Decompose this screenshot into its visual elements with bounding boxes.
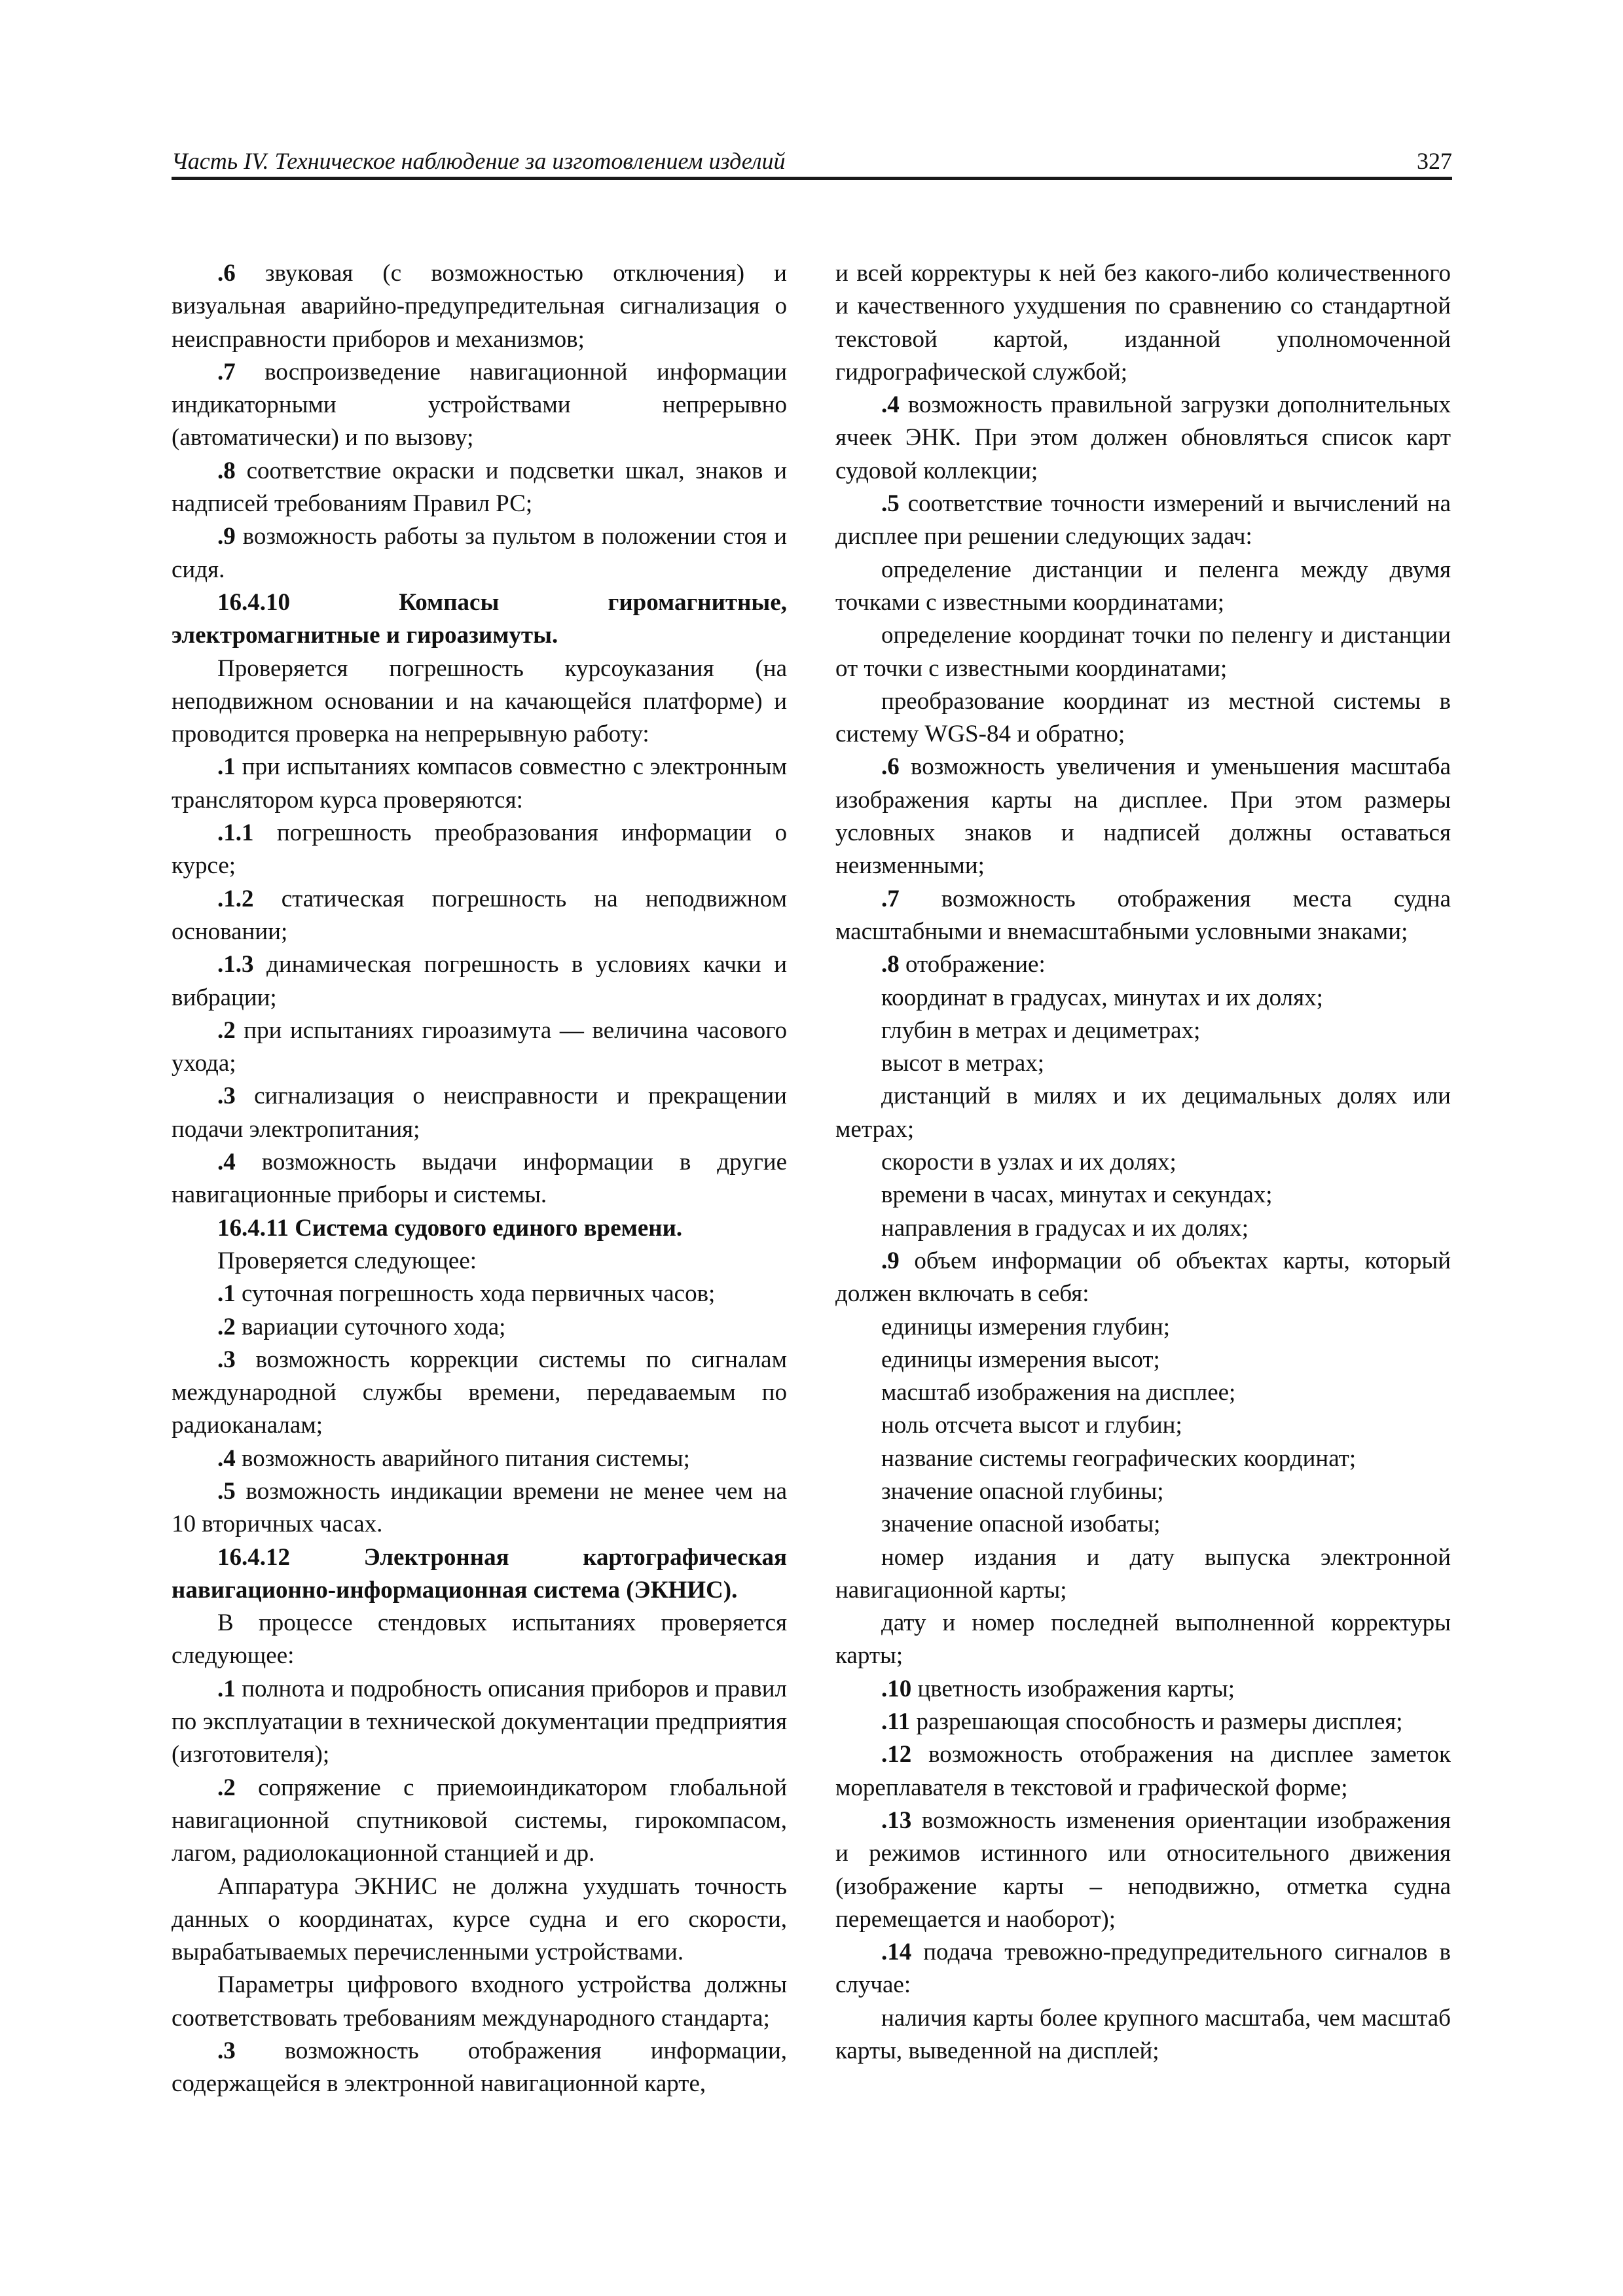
paragraph-text: возможность правильной загрузки дополнительных ячеек ЭНК. При этом должен обновляться список карт судовой коллекции; xyxy=(835,391,1451,484)
page-header xyxy=(172,145,1452,180)
item-number: .12 xyxy=(881,1741,912,1768)
paragraph xyxy=(172,751,787,817)
paragraph-text: возможность изменения ориентации изображения и режимов истинного или относительного движения (изображение карты – неподвижно, отметка судна перемещается и наоборот); xyxy=(835,1806,1451,1933)
item-number: .1 xyxy=(217,1675,236,1702)
paragraph xyxy=(835,1541,1451,1607)
paragraph-text: единицы измерения высот; xyxy=(881,1346,1160,1373)
paragraph xyxy=(172,1607,787,1673)
paragraph xyxy=(172,1212,787,1245)
paragraph-text: суточная погрешность хода первичных часов; xyxy=(235,1280,716,1308)
paragraph-text: единицы измерения глубин; xyxy=(881,1313,1171,1340)
item-number: .9 xyxy=(881,1247,900,1274)
paragraph-text: глубин в метрах и дециметрах; xyxy=(881,1016,1201,1044)
section-heading: 16.4.11 Система судового единого времени. xyxy=(217,1214,683,1242)
paragraph-text: объем информации об объектах карты, который должен включать в себя: xyxy=(835,1247,1451,1308)
paragraph-text: координат в градусах, минутах и их долях; xyxy=(881,984,1323,1011)
paragraph-text: возможность работы за пультом в положении стоя и сидя. xyxy=(172,523,787,583)
paragraph xyxy=(835,1179,1451,1211)
item-number: .11 xyxy=(881,1708,911,1736)
item-number: .1.2 xyxy=(217,885,254,912)
item-number: .2 xyxy=(217,1016,236,1044)
paragraph xyxy=(172,1673,787,1772)
paragraph-text: сопряжение с приемоиндикатором глобальной навигационной спутниковой системы, гирокомпасом, лагом, радиолокационной станцией и др. xyxy=(172,1774,787,1867)
paragraph xyxy=(172,883,787,949)
paragraph xyxy=(835,1508,1451,1541)
paragraph xyxy=(835,1080,1451,1146)
item-number: .10 xyxy=(881,1675,912,1702)
paragraph-text: определение дистанции и пеленга между двумя точками с известными координатами; xyxy=(835,556,1451,616)
item-number: .4 xyxy=(881,391,900,419)
item-number: .8 xyxy=(217,457,236,484)
paragraph-text: и всей корректуры к ней без какого-либо количественного и качественного ухудшения по сравнению со стандартной текстовой картой, изданной уполномоченной гидрографической службой; xyxy=(835,260,1451,386)
item-number: .4 xyxy=(217,1149,236,1176)
paragraph xyxy=(835,1212,1451,1245)
paragraph xyxy=(835,619,1451,685)
paragraph xyxy=(172,1080,787,1146)
paragraph-text: скорости в узлах и их долях; xyxy=(881,1149,1176,1176)
paragraph-text: значение опасной изобаты; xyxy=(881,1511,1161,1538)
running-title: Часть IV. Техническое наблюдение за изготовлением изделий xyxy=(172,148,786,174)
paragraph xyxy=(172,2035,787,2101)
paragraph xyxy=(172,1311,787,1344)
paragraph-text: времени в часах, минутах и секундах; xyxy=(881,1181,1273,1209)
paragraph-text: подача тревожно-предупредительного сигналов в случае: xyxy=(835,1939,1451,1999)
paragraph-text: возможность отображения на дисплее заметок мореплавателя в текстовой и графической форме; xyxy=(835,1741,1451,1801)
paragraph xyxy=(835,1047,1451,1080)
paragraph xyxy=(835,1936,1451,2002)
item-number: .5 xyxy=(881,490,900,518)
paragraph-text: возможность отображения места судна масштабными и внемасштабными условными знаками; xyxy=(835,885,1451,945)
paragraph-text: полнота и подробность описания приборов и правил по эксплуатации в технической документации предприятия (изготовителя); xyxy=(172,1675,787,1768)
section-heading: 16.4.12 Электронная картографическая навигационно-информационная система (ЭКНИС). xyxy=(172,1543,787,1604)
paragraph xyxy=(172,1278,787,1310)
paragraph xyxy=(172,948,787,1014)
item-number: .1.1 xyxy=(217,819,254,847)
paragraph xyxy=(172,586,787,653)
item-number: .3 xyxy=(217,2037,236,2065)
paragraph xyxy=(172,257,787,356)
paragraph xyxy=(835,685,1451,751)
paragraph-text: наличия карты более крупного масштаба, чем масштаб карты, выведенной на дисплей; xyxy=(835,2004,1451,2065)
paragraph xyxy=(172,1014,787,1081)
paragraph-text: возможность коррекции системы по сигналам международной службы времени, передаваемым по радиоканалам; xyxy=(172,1346,787,1439)
paragraph xyxy=(172,1969,787,2035)
paragraph xyxy=(835,1475,1451,1508)
paragraph xyxy=(835,1245,1451,1311)
paragraph-text: дату и номер последней выполненной корректуры карты; xyxy=(835,1609,1451,1670)
paragraph-text: цветность изображения карты; xyxy=(911,1675,1235,1702)
paragraph-text: В процессе стендовых испытаниях проверяется следующее: xyxy=(172,1609,787,1670)
paragraph-text: ноль отсчета высот и глубин; xyxy=(881,1412,1182,1439)
paragraph-text: при испытаниях гироазимута — величина часового ухода; xyxy=(172,1016,787,1077)
paragraph xyxy=(172,520,787,586)
paragraph xyxy=(835,751,1451,882)
paragraph-text: Параметры цифрового входного устройства должны соответствовать требованиям международного стандарта; xyxy=(172,1971,787,2032)
paragraph-text: сигнализация о неисправности и прекращении подачи электропитания; xyxy=(172,1083,787,1143)
paragraph xyxy=(835,982,1451,1014)
paragraph xyxy=(172,1475,787,1541)
paragraph-text: название системы географических координат; xyxy=(881,1444,1357,1472)
paragraph xyxy=(172,653,787,751)
paragraph xyxy=(835,1804,1451,1936)
paragraph-text: возможность аварийного питания системы; xyxy=(235,1444,690,1472)
paragraph-text: Проверяется погрешность курсоуказания (на неподвижном основании и на качающейся платформе) и проводится проверка на непрерывную работу: xyxy=(172,655,787,748)
section-heading: 16.4.10 Компасы гиромагнитные, электромагнитные и гироазимуты. xyxy=(172,588,787,649)
paragraph xyxy=(835,389,1451,488)
item-number: .9 xyxy=(217,523,236,550)
paragraph-text: статическая погрешность на неподвижном основании; xyxy=(172,885,787,945)
item-number: .6 xyxy=(881,753,900,781)
paragraph-text: возможность увеличения и уменьшения масштаба изображения карты на дисплее. При этом размеры условных знаков и надписей должны оставаться неизменными; xyxy=(835,753,1451,880)
paragraph-text: значение опасной глубины; xyxy=(881,1477,1164,1505)
paragraph xyxy=(835,1146,1451,1179)
paragraph-text: дистанций в милях и их децимальных долях или метрах; xyxy=(835,1083,1451,1143)
paragraph xyxy=(835,2002,1451,2068)
paragraph xyxy=(172,1443,787,1475)
paragraph-text: возможность индикации времени не менее чем на 10 вторичных часах. xyxy=(172,1477,787,1538)
item-number: .1 xyxy=(217,1280,236,1308)
paragraph xyxy=(172,1871,787,1969)
paragraph xyxy=(172,1245,787,1278)
item-number: .2 xyxy=(217,1774,236,1801)
item-number: .13 xyxy=(881,1806,912,1834)
item-number: .1 xyxy=(217,753,236,781)
page-number: 327 xyxy=(1417,148,1452,174)
paragraph-text: Аппаратура ЭКНИС не должна ухудшать точность данных о координатах, курсе судна и его скорости, вырабатываемых перечисленными устройствами. xyxy=(172,1873,787,1966)
paragraph xyxy=(835,1607,1451,1673)
paragraph-text: высот в метрах; xyxy=(881,1050,1045,1077)
paragraph-text: соответствие точности измерений и вычислений на дисплее при решении следующих задач: xyxy=(835,490,1451,550)
paragraph xyxy=(835,1706,1451,1738)
item-number: .3 xyxy=(217,1346,236,1373)
paragraph xyxy=(835,554,1451,620)
paragraph-text: соответствие окраски и подсветки шкал, знаков и надписей требованиям Правил РС; xyxy=(172,457,787,518)
paragraph-text: преобразование координат из местной системы в систему WGS-84 и обратно; xyxy=(835,687,1451,748)
item-number: .8 xyxy=(881,951,900,978)
paragraph xyxy=(835,1409,1451,1442)
paragraph-text: масштаб изображения на дисплее; xyxy=(881,1379,1236,1407)
item-number: .14 xyxy=(881,1939,912,1966)
paragraph xyxy=(172,455,787,521)
paragraph xyxy=(835,1376,1451,1409)
left-column xyxy=(172,257,787,2101)
paragraph xyxy=(835,948,1451,981)
paragraph-text: при испытаниях компасов совместно с электронным транслятором курса проверяются: xyxy=(172,753,787,814)
item-number: .1.3 xyxy=(217,951,254,978)
paragraph xyxy=(172,1344,787,1443)
paragraph-text: определение координат точки по пеленгу и дистанции от точки с известными координатами; xyxy=(835,622,1451,682)
paragraph-text: возможность выдачи информации в другие навигационные приборы и системы. xyxy=(172,1149,787,1209)
item-number: .4 xyxy=(217,1444,236,1472)
paragraph xyxy=(172,1772,787,1871)
paragraph xyxy=(172,356,787,455)
paragraph xyxy=(172,817,787,883)
paragraph-text: динамическая погрешность в условиях качки и вибрации; xyxy=(172,951,787,1011)
paragraph xyxy=(835,1344,1451,1376)
paragraph xyxy=(835,883,1451,949)
right-column xyxy=(835,257,1451,2068)
paragraph-text: возможность отображения информации, содержащейся в электронной навигационной карте, xyxy=(172,2037,787,2098)
paragraph-text: Проверяется следующее: xyxy=(217,1247,477,1274)
item-number: .3 xyxy=(217,1083,236,1110)
paragraph xyxy=(835,1738,1451,1804)
paragraph xyxy=(835,1673,1451,1706)
paragraph-text: воспроизведение навигационной информации индикаторными устройствами непрерывно (автоматически) и по вызову; xyxy=(172,358,787,452)
paragraph-text: отображение: xyxy=(899,951,1046,978)
item-number: .7 xyxy=(217,358,236,386)
paragraph-text: номер издания и дату выпуска электронной навигационной карты; xyxy=(835,1543,1451,1604)
paragraph-text: направления в градусах и их долях; xyxy=(881,1214,1249,1242)
paragraph xyxy=(172,1146,787,1212)
item-number: .2 xyxy=(217,1313,236,1340)
paragraph xyxy=(172,1541,787,1607)
paragraph xyxy=(835,488,1451,554)
paragraph xyxy=(835,257,1451,389)
paragraph-text: звуковая (с возможностью отключения) и визуальная аварийно-предупредительная сигнализация о неисправности приборов и механизмов; xyxy=(172,260,787,353)
paragraph-text: вариации суточного хода; xyxy=(235,1313,506,1340)
item-number: .7 xyxy=(881,885,900,912)
paragraph-text: погрешность преобразования информации о курсе; xyxy=(172,819,787,880)
item-number: .5 xyxy=(217,1477,236,1505)
paragraph-text: разрешающая способность и размеры дисплея; xyxy=(910,1708,1403,1736)
paragraph xyxy=(835,1311,1451,1344)
item-number: .6 xyxy=(217,260,236,287)
paragraph xyxy=(835,1443,1451,1475)
paragraph xyxy=(835,1014,1451,1047)
